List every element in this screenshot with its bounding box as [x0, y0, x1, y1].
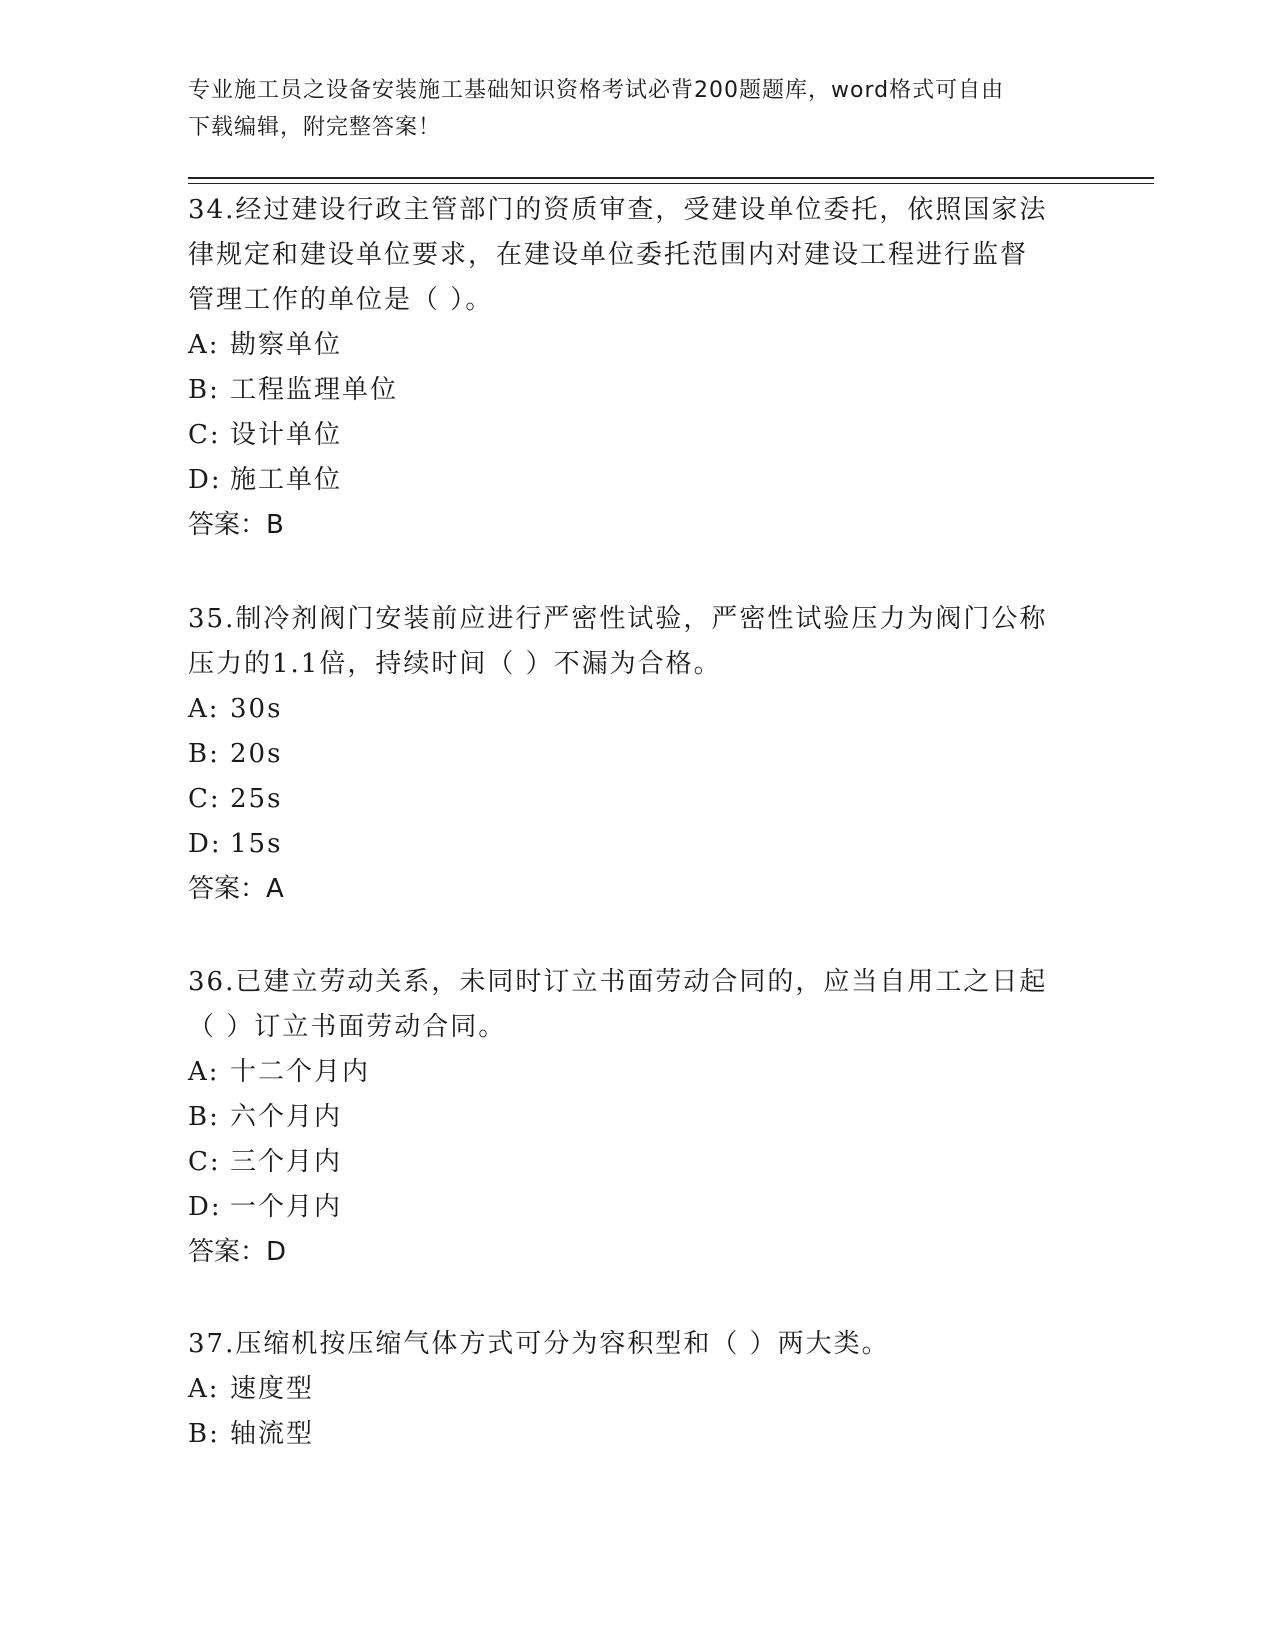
question-35-line-2: 压力的1.1倍，持续时间（ ）不漏为合格。 — [188, 649, 722, 679]
option-letter: B: — [188, 375, 220, 405]
question-35-option-d — [188, 822, 1088, 867]
option-text: 六个月内 — [230, 1102, 343, 1132]
question-36-option-c — [188, 1140, 1088, 1185]
option-text: 速度型 — [230, 1374, 315, 1404]
option-text: 15s — [230, 829, 283, 859]
option-text: 勘察单位 — [230, 330, 343, 360]
option-letter: D: — [188, 465, 222, 495]
option-letter: B: — [188, 1102, 220, 1132]
option-letter: D: — [188, 829, 222, 859]
question-35-option-a — [188, 687, 1088, 732]
option-text: 三个月内 — [230, 1147, 343, 1177]
question-35 — [188, 597, 1088, 912]
option-text: 一个月内 — [230, 1192, 343, 1222]
question-36-option-d — [188, 1185, 1088, 1230]
question-37 — [188, 1322, 1088, 1457]
option-letter: B: — [188, 1419, 220, 1449]
question-36-answer: 答案：D — [188, 1237, 287, 1267]
option-letter: A: — [188, 1057, 220, 1087]
question-34-line-3: 管理工作的单位是（ ）。 — [188, 285, 494, 315]
question-36-option-b — [188, 1095, 1088, 1140]
question-37-option-b — [188, 1412, 1088, 1457]
question-37-option-a — [188, 1367, 1088, 1412]
question-35-option-b — [188, 732, 1088, 777]
question-36-line-1: 36.已建立劳动关系，未同时订立书面劳动合同的，应当自用工之日起 — [188, 967, 1048, 997]
question-35-option-c — [188, 777, 1088, 822]
question-37-line-1: 37.压缩机按压缩气体方式可分为容积型和（ ）两大类。 — [188, 1329, 890, 1359]
option-letter: A: — [188, 1374, 220, 1404]
question-36-option-a — [188, 1050, 1088, 1095]
option-text: 设计单位 — [230, 420, 343, 450]
option-text: 施工单位 — [230, 465, 343, 495]
question-34-answer: 答案：B — [188, 510, 284, 540]
question-34-line-2: 律规定和建设单位要求，在建设单位委托范围内对建设工程进行监督 — [188, 240, 1029, 270]
option-letter: C: — [188, 784, 221, 814]
option-text: 十二个月内 — [230, 1057, 371, 1087]
option-letter: D: — [188, 1192, 222, 1222]
header-line-2: 下载编辑，附完整答案！ — [188, 115, 442, 140]
option-letter: C: — [188, 1147, 221, 1177]
option-text: 20s — [230, 739, 283, 769]
header-divider-thin — [188, 183, 1154, 184]
option-letter: C: — [188, 420, 221, 450]
question-34-option-b — [188, 368, 1088, 413]
option-letter: B: — [188, 739, 220, 769]
option-text: 工程监理单位 — [230, 375, 399, 405]
question-34-option-c — [188, 413, 1088, 458]
question-34 — [188, 188, 1088, 548]
option-letter: A: — [188, 330, 220, 360]
question-36 — [188, 960, 1088, 1275]
question-34-option-a — [188, 323, 1088, 368]
option-letter: A: — [188, 694, 220, 724]
question-35-answer: 答案：A — [188, 874, 284, 904]
header-line-1: 专业施工员之设备安装施工基础知识资格考试必背200题题库，word格式可自由 — [188, 78, 1005, 103]
option-text: 25s — [230, 784, 283, 814]
document-header — [188, 72, 1068, 146]
option-text: 30s — [230, 694, 283, 724]
option-text: 轴流型 — [230, 1419, 315, 1449]
question-35-line-1: 35.制冷剂阀门安装前应进行严密性试验，严密性试验压力为阀门公称 — [188, 604, 1048, 634]
question-34-line-1: 34.经过建设行政主管部门的资质审查，受建设单位委托，依照国家法 — [188, 195, 1048, 225]
question-34-option-d — [188, 458, 1088, 503]
question-36-line-2: （ ）订立书面劳动合同。 — [188, 1012, 507, 1042]
header-divider-thick — [188, 177, 1154, 179]
